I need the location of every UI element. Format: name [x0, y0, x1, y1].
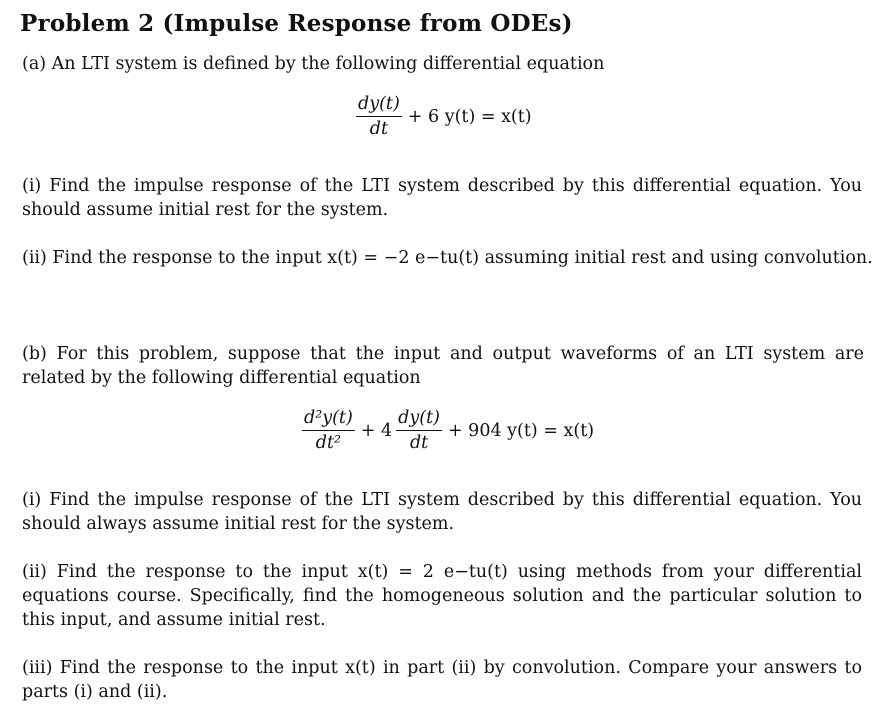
- part-b-equation-mid: + 4: [360, 420, 393, 441]
- problem-title: Problem 2 (Impulse Response from ODEs): [20, 10, 573, 37]
- part-a-fraction: [356, 94, 402, 139]
- part-b-frac2-numerator: dy(t): [396, 408, 442, 431]
- part-a-i: (i) Find the impulse response of the LTI system described by this differential equation. You should assume initial rest for the system.: [22, 176, 862, 220]
- part-b-frac1-numerator: d²y(t): [302, 408, 355, 431]
- part-a-frac-numerator: dy(t): [356, 94, 402, 117]
- part-b-frac2-denominator: dt: [409, 433, 429, 453]
- part-b-fraction-2: [396, 408, 442, 453]
- part-b-frac1-denominator: dt²: [315, 433, 342, 453]
- part-a-equation: [352, 94, 532, 139]
- part-a-intro: (a) An LTI system is defined by the following differential equation: [22, 54, 605, 74]
- part-b-equation: [298, 408, 594, 453]
- part-b-fraction-1: [302, 408, 355, 453]
- part-b-i: (i) Find the impulse response of the LTI system described by this differential equation. You should always assume initial rest for the system.: [22, 490, 862, 534]
- part-b-intro: (b) For this problem, suppose that the input and output waveforms of an LTI system are related by the following differential equation: [22, 344, 864, 388]
- part-a-frac-denominator: dt: [369, 119, 389, 139]
- part-b-equation-rest: + 904 y(t) = x(t): [447, 420, 595, 441]
- part-a-ii: (ii) Find the response to the input x(t) = −2 e−tu(t) assuming initial rest and using convolution.: [22, 248, 873, 268]
- part-b-ii: (ii) Find the response to the input x(t) = 2 e−tu(t) using methods from your differential equations course. Specifically, find the homogeneous solution and the particular solution to this input, and assume initial rest.: [22, 562, 862, 630]
- part-b-iii: (iii) Find the response to the input x(t) in part (ii) by convolution. Compare your answers to parts (i) and (ii).: [22, 658, 862, 702]
- part-a-equation-rest: + 6 y(t) = x(t): [407, 106, 532, 127]
